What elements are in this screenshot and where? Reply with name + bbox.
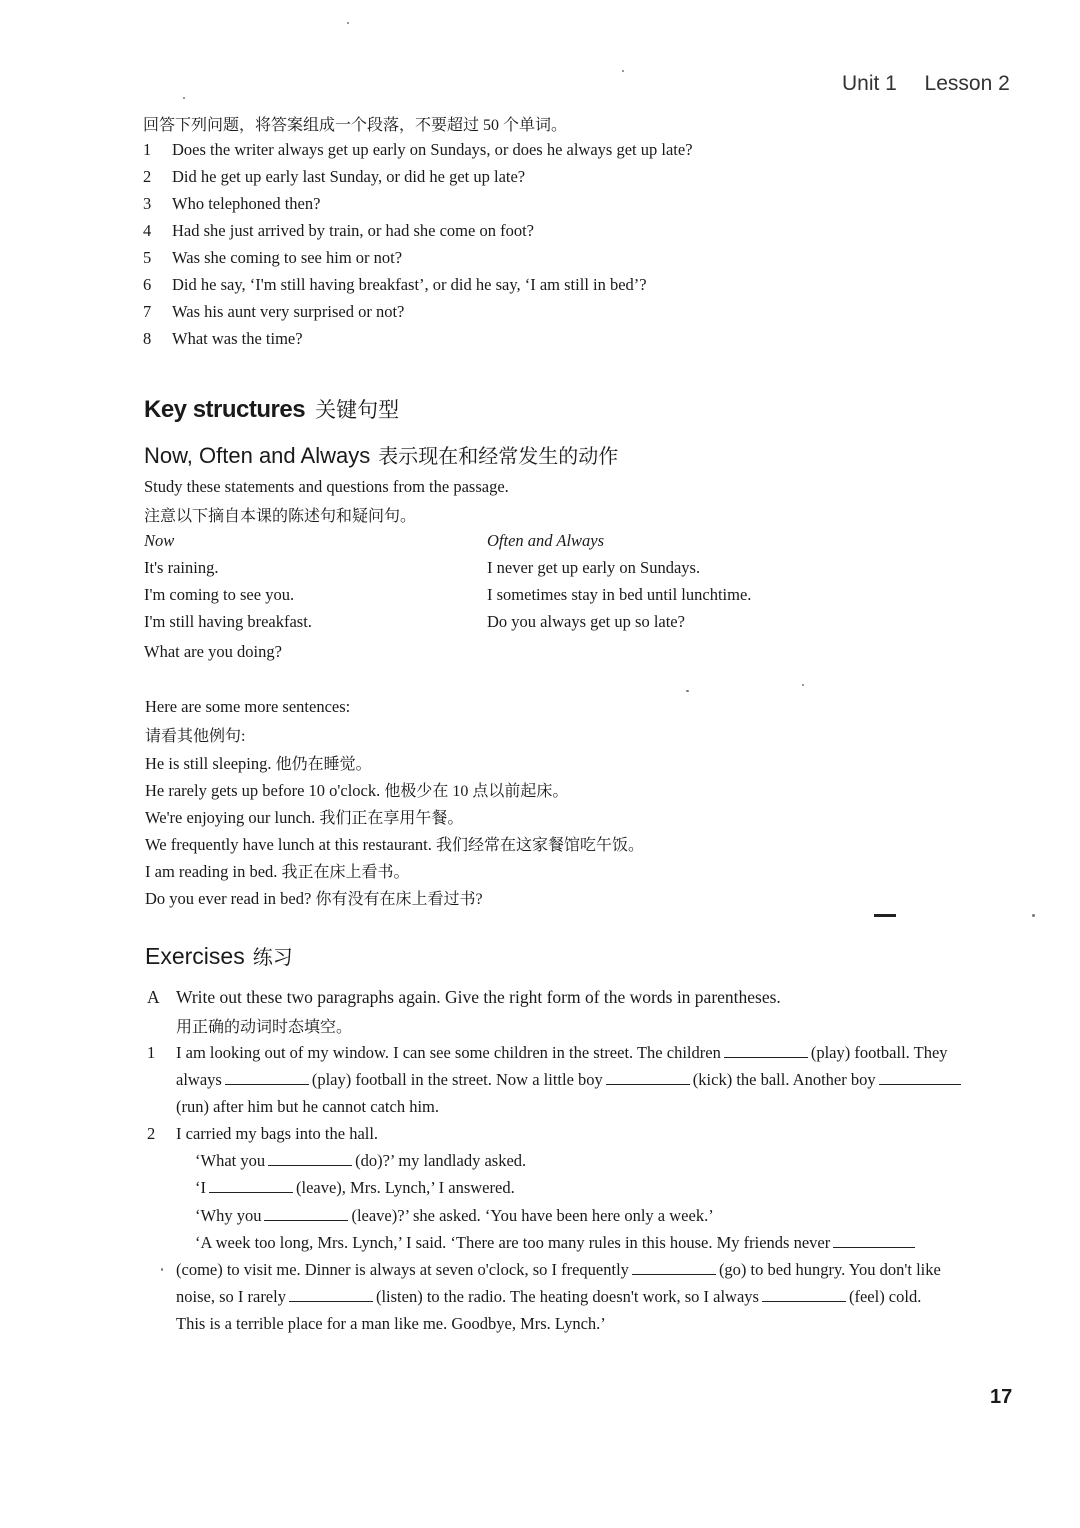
more-sentences-intro-cn: 请看其他例句:: [145, 728, 246, 745]
now-example: What are you doing?: [144, 642, 282, 661]
line-text: (play) football in the street. Now a little boy: [311, 1070, 603, 1089]
fill-in-blank[interactable]: [879, 1083, 961, 1085]
section-title-cn: 练习: [252, 947, 293, 969]
line-text: always: [176, 1070, 222, 1089]
scan-speck: [1032, 914, 1035, 917]
scan-speck: [161, 1268, 163, 1271]
example-en: He rarely gets up before 10 o'clock.: [145, 781, 381, 800]
paragraph-number: 2: [147, 1124, 156, 1143]
page-number: 17: [990, 1386, 1013, 1408]
lesson-label: Lesson 2: [924, 72, 1010, 95]
fill-in-blank[interactable]: [268, 1164, 352, 1166]
subsection-title-cn: 表示现在和经常发生的动作: [378, 446, 619, 468]
now-example: I'm still having breakfast.: [144, 612, 312, 631]
line-text: (feel) cold.: [848, 1287, 922, 1306]
exercise-line: [176, 1287, 921, 1307]
example-sentence: [145, 832, 644, 855]
example-sentence: [145, 751, 372, 774]
fill-in-blank[interactable]: [762, 1300, 846, 1302]
example-sentence: [145, 778, 568, 801]
question-number: 6: [143, 275, 152, 294]
unit-lesson-header: [842, 72, 1010, 96]
question-number: 5: [143, 248, 152, 267]
scan-speck: [802, 684, 804, 686]
example-cn: 我们经常在这家餐馆吃午饭。: [435, 837, 644, 854]
section-title: Key structures: [144, 396, 306, 423]
study-instruction-cn: 注意以下摘自本课的陈述句和疑问句。: [144, 508, 417, 525]
often-example: I never get up early on Sundays.: [487, 558, 701, 577]
section-title: Exercises: [145, 943, 245, 969]
exercise-line: This is a terrible place for a man like me. Goodbye, Mrs. Lynch.’: [176, 1314, 606, 1333]
question-text: Was she coming to see him or not?: [172, 248, 403, 267]
exercise-line: [195, 1233, 918, 1253]
exercise-a-label: A: [147, 987, 160, 1007]
line-text: (come) to visit me. Dinner is always at seven o'clock, so I frequently: [176, 1260, 629, 1279]
line-text: ‘What you: [195, 1151, 266, 1170]
example-sentence: [145, 859, 410, 882]
question-text: Did he get up early last Sunday, or did he get up late?: [172, 167, 526, 186]
column-header-now: Now: [144, 531, 175, 550]
scan-speck: [622, 70, 624, 72]
now-example: I'm coming to see you.: [144, 585, 295, 604]
line-text: I am looking out of my window. I can see some children in the street. The children: [176, 1043, 721, 1062]
line-text: (go) to bed hungry. You don't like: [718, 1260, 941, 1279]
paragraph-number: 1: [147, 1043, 156, 1062]
line-text: (kick) the ball. Another boy: [692, 1070, 876, 1089]
exercise-line: (run) after him but he cannot catch him.: [176, 1097, 439, 1116]
exercise-line: [176, 1043, 948, 1063]
example-cn: 你有没有在床上看过书?: [315, 891, 483, 908]
line-text: (leave), Mrs. Lynch,’ I answered.: [296, 1178, 515, 1197]
subsection-title: Now, Often and Always: [144, 443, 371, 468]
question-text: What was the time?: [172, 329, 303, 348]
line-text: (play) football. They: [810, 1043, 948, 1062]
fill-in-blank[interactable]: [209, 1191, 293, 1193]
exercise-line: [195, 1151, 526, 1171]
section-heading-exercises: [145, 941, 293, 970]
question-number: 1: [143, 140, 152, 159]
line-text: noise, so I rarely: [176, 1287, 286, 1306]
question-text: Had she just arrived by train, or had she come on foot?: [172, 221, 534, 240]
line-text: ‘Why you: [195, 1206, 262, 1225]
scan-speck: [686, 690, 689, 692]
scan-speck: [347, 22, 349, 24]
subsection-heading: [144, 440, 618, 469]
scan-mark: [874, 914, 896, 917]
question-text: Does the writer always get up early on Sundays, or does he always get up late?: [172, 140, 693, 159]
questions-intro: 回答下列问题，将答案组成一个段落，不要超过 50 个单词。: [143, 117, 568, 134]
fill-in-blank[interactable]: [289, 1300, 373, 1302]
question-number: 8: [143, 329, 152, 348]
fill-in-blank[interactable]: [264, 1219, 348, 1221]
exercise-line: I carried my bags into the hall.: [176, 1124, 379, 1143]
example-en: We frequently have lunch at this restaurant.: [145, 835, 432, 854]
exercise-line: [176, 1070, 964, 1090]
line-text: ‘A week too long, Mrs. Lynch,’ I said. ‘There are too many rules in this house. My friends never: [195, 1233, 831, 1252]
example-en: He is still sleeping.: [145, 754, 272, 773]
example-en: We're enjoying our lunch.: [145, 808, 316, 827]
section-heading-key-structures: [144, 394, 399, 424]
fill-in-blank[interactable]: [724, 1056, 808, 1058]
exercise-line: [195, 1206, 714, 1226]
fill-in-blank[interactable]: [225, 1083, 309, 1085]
column-header-often: Often and Always: [487, 531, 605, 550]
question-number: 4: [143, 221, 152, 240]
question-text: Was his aunt very surprised or not?: [172, 302, 405, 321]
question-number: 7: [143, 302, 152, 321]
example-cn: 他极少在 10 点以前起床。: [384, 783, 569, 800]
unit-label: Unit 1: [842, 72, 897, 95]
example-en: Do you ever read in bed?: [145, 889, 312, 908]
question-number: 2: [143, 167, 152, 186]
line-text: (leave)?’ she asked. ‘You have been here only a week.’: [351, 1206, 714, 1225]
exercise-a-instruction-cn: 用正确的动词时态填空。: [176, 1019, 353, 1036]
study-instruction: Study these statements and questions from the passage.: [144, 477, 509, 496]
often-example: I sometimes stay in bed until lunchtime.: [487, 585, 752, 604]
often-example: Do you always get up so late?: [487, 612, 685, 631]
example-cn: 他仍在睡觉。: [275, 756, 372, 773]
scan-speck: [183, 97, 185, 99]
line-text: ‘I: [195, 1178, 206, 1197]
question-text: Did he say, ‘I'm still having breakfast’, or did he say, ‘I am still in bed’?: [172, 275, 647, 294]
exercise-a-instruction: Write out these two paragraphs again. Give the right form of the words in parentheses.: [176, 987, 781, 1007]
line-text: (listen) to the radio. The heating doesn't work, so I always: [375, 1287, 759, 1306]
example-en: I am reading in bed.: [145, 862, 278, 881]
fill-in-blank[interactable]: [606, 1083, 690, 1085]
example-sentence: [145, 805, 463, 828]
example-cn: 我正在床上看书。: [281, 864, 410, 881]
now-example: It's raining.: [144, 558, 219, 577]
example-cn: 我们正在享用午餐。: [319, 810, 464, 827]
question-number: 3: [143, 194, 152, 213]
line-text: (do)?’ my landlady asked.: [355, 1151, 527, 1170]
more-sentences-intro: Here are some more sentences:: [145, 697, 351, 716]
fill-in-blank[interactable]: [632, 1273, 716, 1275]
exercise-line: [195, 1178, 515, 1198]
exercise-line: [176, 1260, 941, 1280]
question-text: Who telephoned then?: [172, 194, 321, 213]
example-sentence: [145, 886, 483, 909]
section-title-cn: 关键句型: [315, 398, 400, 422]
fill-in-blank[interactable]: [833, 1246, 915, 1248]
